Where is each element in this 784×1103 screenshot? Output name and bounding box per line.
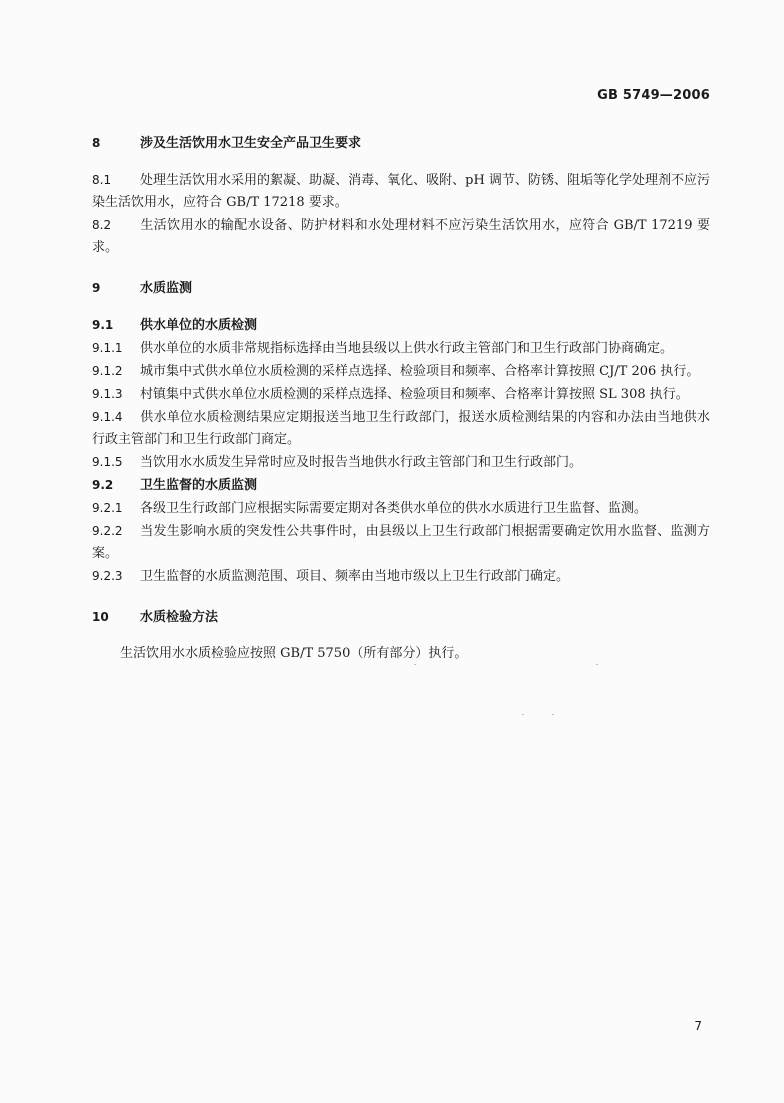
clause-number: 9.1.3 — [92, 387, 123, 401]
section-title: 水质检验方法 — [140, 610, 219, 625]
clause-9-2-3 — [92, 565, 710, 588]
section-10-text: 生活饮用水水质检验应按照 GB/T 5750（所有部分）执行。 — [120, 646, 468, 661]
clause-text: 当饮用水水质发生异常时应及时报告当地供水行政主管部门和卫生行政部门。 — [140, 455, 583, 470]
clause-9-1-2 — [92, 360, 710, 383]
section-9-heading — [92, 277, 710, 300]
clause-number: 8.1 — [92, 173, 112, 187]
subsection-title: 卫生监督的水质监测 — [140, 478, 258, 493]
section-number: 10 — [92, 610, 109, 624]
clause-text: 生活饮用水的输配水设备、防护材料和水处理材料不应污染生活饮用水，应符合 GB/T 17219 要求。 — [92, 218, 710, 255]
clause-text: 处理生活饮用水采用的絮凝、助凝、消毒、氧化、吸附、pH 调节、防锈、阻垢等化学处理剂不应污染生活饮用水，应符合 GB/T 17218 要求。 — [92, 173, 710, 210]
clause-9-2-2 — [92, 520, 710, 565]
scan-speck — [522, 714, 524, 715]
clause-number: 9.2.3 — [92, 569, 123, 583]
subsection-number: 9.2 — [92, 478, 114, 492]
page-number: 7 — [694, 1019, 702, 1033]
clause-9-2-1 — [92, 497, 710, 520]
standard-code: GB 5749—2006 — [597, 88, 710, 103]
scan-speck — [414, 664, 416, 665]
section-number: 8 — [92, 136, 101, 150]
clause-8-1 — [92, 169, 710, 214]
clause-number: 9.2.2 — [92, 524, 123, 538]
clause-text: 卫生监督的水质监测范围、项目、频率由当地市级以上卫生行政部门确定。 — [140, 569, 570, 584]
section-10-heading — [92, 606, 710, 629]
clause-text: 各级卫生行政部门应根据实际需要定期对各类供水单位的供水水质进行卫生监督、监测。 — [140, 501, 648, 516]
section-title: 涉及生活饮用水卫生安全产品卫生要求 — [140, 136, 362, 151]
clause-text: 村镇集中式供水单位水质检测的采样点选择、检验项目和频率、合格率计算按照 SL 308 执行。 — [140, 387, 689, 402]
subsection-9-2-heading — [92, 474, 710, 497]
clause-number: 9.1.2 — [92, 364, 123, 378]
clause-number: 9.2.1 — [92, 501, 123, 515]
section-8-heading — [92, 132, 710, 155]
scan-speck — [552, 714, 554, 715]
clause-9-1-1 — [92, 337, 710, 360]
clause-9-1-4 — [92, 406, 710, 451]
clause-number: 9.1.1 — [92, 341, 123, 355]
clause-text: 供水单位的水质非常规指标选择由当地县级以上供水行政主管部门和卫生行政部门协商确定。 — [140, 341, 674, 356]
clause-text: 城市集中式供水单位水质检测的采样点选择、检验项目和频率、合格率计算按照 CJ/T 206 执行。 — [140, 364, 700, 379]
clause-number: 8.2 — [92, 218, 112, 232]
section-title: 水质监测 — [140, 281, 193, 296]
clause-number: 9.1.4 — [92, 410, 123, 424]
section-number: 9 — [92, 281, 101, 295]
subsection-title: 供水单位的水质检测 — [140, 318, 258, 333]
clause-9-1-5 — [92, 451, 710, 474]
scan-speck — [596, 664, 598, 665]
clause-text: 供水单位水质检测结果应定期报送当地卫生行政部门，报送水质检测结果的内容和办法由当地供水行政主管部门和卫生行政部门商定。 — [92, 410, 710, 447]
clause-8-2 — [92, 214, 710, 259]
clause-9-1-3 — [92, 383, 710, 406]
clause-number: 9.1.5 — [92, 455, 123, 469]
document-body — [92, 132, 710, 665]
subsection-number: 9.1 — [92, 318, 114, 332]
clause-text: 当发生影响水质的突发性公共事件时，由县级以上卫生行政部门根据需要确定饮用水监督、监测方案。 — [92, 524, 710, 561]
subsection-9-1-heading — [92, 314, 710, 337]
